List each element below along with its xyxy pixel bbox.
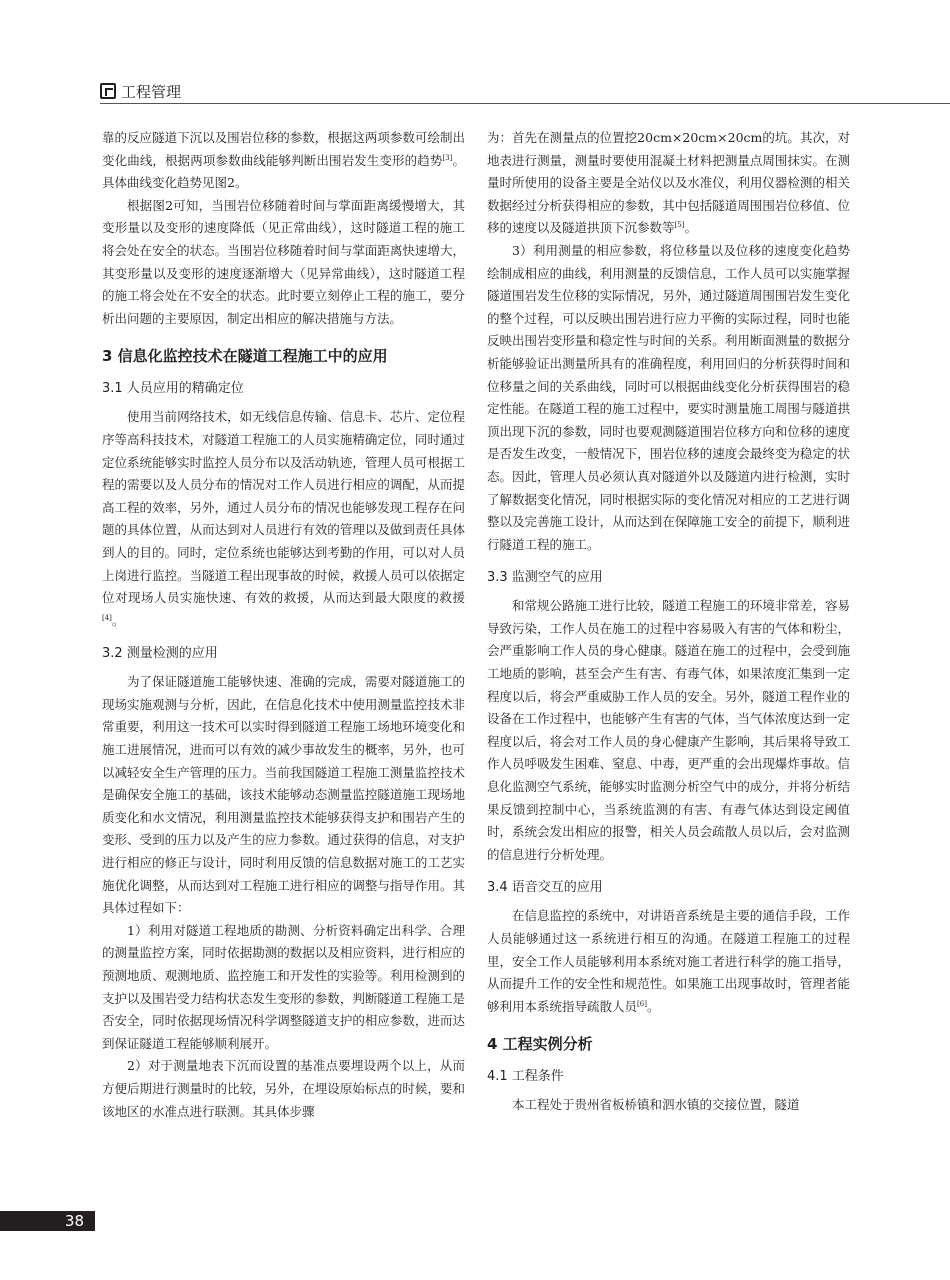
paragraph: 根据图2可知，当围岩位移随着时间与掌面距离缓慢增大，其变形量以及变形的速度降低（见正常曲线），这时隧道工程的施工将会处在安全的状态。当围岩位移随着时间与掌面距离快速增大，其变形量以及变形的速度逐渐增大（见异常曲线），这时隧道工程的施工将会处在不安全的状态。此时要立刻停止工程的施工，要分析出问题的主要原因，制定出相应的解决措施与方法。 [102, 197, 465, 326]
paragraph: 和常规公路施工进行比较，隧道工程施工的环境非常差，容易导致污染，工作人员在施工的过程中容易吸入有害的气体和粉尘，会严重影响工作人员的身心健康。隧道在施工的过程中，会受到施工地质的影响，甚至会产生有害、有毒气体，如果浓度汇集到一定程度以后，将会严重威胁工作人员的安全。另外，隧道工程作业的设备在工作过程中，也能够产生有害的气体，当气体浓度达到一定程度以后，将会对工作人员的身心健康产生影响，其后果将导致工作人员呼吸发生困难、窒息、中毒，更严重的会出现爆炸事故。信息化监测空气系统，能够实时监测分析空气中的成分，并将分析结果反馈到控制中心，当系统监测的有害、有毒气体达到设定阈值时，系统会发出相应的报警，相关人员会疏散人员以后，会对监测的信息进行分析处理。 [487, 598, 850, 862]
section-heading-3: 3 信息化监控技术在隧道工程施工中的应用 [102, 347, 388, 366]
header-rule [100, 103, 950, 104]
subsection-heading-3-1: 3.1 人员应用的精确定位 [102, 381, 244, 397]
paragraph: 使用当前网络技术，如无线信息传输、信息卡、芯片、定位程序等高科技技术，对隧道工程施工的人员实施精确定位，同时通过定位系统能够实时监控人员分布以及活动轨迹，管理人员可根据工程的需要以及人员分布的情况对工作人员进行相应的调配，从而提高工程的效率，另外，通过人员分布的情况也能够发现工程存在问题的具体位置，从而达到对人员进行有效的管理以及做到责任具体到人的目的。同时，定位系统也能够达到考勤的作用，可以对人员上岗进行监控。当隧道工程出现事故的时候，救援人员可以依据定位对现场人员实施快速、有效的救援，从而达到最大限度的救援[4]。 [102, 409, 465, 628]
citation: [6] [637, 999, 647, 1008]
paragraph: 1）利用对隧道工程地质的勘测、分析资料确定出科学、合理的测量监控方案，同时依据勘测的数据以及相应资料，进行相应的预测地质、观测地质、监控施工和开发性的实验等。利用检测到的支护以及围岩受力结构状态发生变形的参数，判断隧道工程施工是否安全，同时依据现场情况科学调整隧道支护的相应参数，进而达到保证隧道工程能够顺利展开。 [102, 922, 465, 1051]
right-column [487, 127, 850, 1117]
paragraph: 为：首先在测量点的位置挖20cm×20cm×20cm的坑。其次，对地表进行测量，测量时要使用混凝土材料把测量点周围抹实。在测量时所使用的设备主要是全站仪以及水准仪，利用仪器检测的相关数据经过分析获得相应的参数，其中包括隧道周围围岩位移值、位移的速度以及隧道拱顶下沉参数等[5]。 [487, 130, 850, 236]
left-column [102, 127, 465, 1123]
citation: [5] [674, 221, 685, 230]
paragraph: 本工程处于贵州省板桥镇和泗水镇的交接位置，隧道 [512, 1097, 800, 1113]
paragraph: 为了保证隧道施工能够快速、准确的完成，需要对隧道施工的现场实施观测与分析，因此，在信息化技术中使用测量监控技术非常重要，利用这一技术可以实时得到隧道工程施工场地环境变化和施工进展情况，进而可以有效的减少事故发生的概率，另外，也可以减轻安全生产管理的压力。当前我国隧道工程施工测量监控技术是确保安全施工的基础，该技术能够动态测量监控隧道施工现场地质变化和水文情况，利用测量监控技术能够获得支护和围岩产生的变形、受到的压力以及产生的应力参数。通过获得的信息，对支护进行相应的修正与设计，同时利用反馈的信息数据对施工的工艺实施优化调整，从而达到对工程施工进行相应的调整与指导作用。其具体过程如下： [102, 674, 465, 916]
paragraph: 靠的反应隧道下沉以及围岩位移的参数，根据这两项参数可绘制出变化曲线，根据两项参数曲线能够判断出围岩发生变形的趋势[3]。具体曲线变化趋势见图2。 [102, 130, 465, 191]
page-number: 38 [0, 1211, 95, 1231]
subsection-heading-4-1: 4.1 工程条件 [487, 1069, 564, 1085]
subsection-heading-3-2: 3.2 测量检测的应用 [102, 646, 218, 662]
paragraph: 在信息监控的系统中，对讲语音系统是主要的通信手段，工作人员能够通过这一系统进行相互的沟通。在隧道工程施工的过程里，安全工作人员能够利用本系统对施工者进行科学的施工指导，从而提升工作的安全性和规范性。如果施工出现事故时，管理者能够利用本系统指导疏散人员[6]。 [487, 908, 850, 1014]
journal-logo-icon [100, 83, 116, 99]
citation: [3] [442, 153, 453, 162]
paragraph: 2）对于测量地表下沉而设置的基准点要埋设两个以上，从而方便后期进行测量时的比较，另外，在埋设原始标点的时候，要和该地区的水准点进行联测。其具体步骤 [102, 1058, 465, 1119]
section-heading-4: 4 工程实例分析 [487, 1035, 593, 1054]
subsection-heading-3-3: 3.3 监测空气的应用 [487, 570, 603, 586]
paragraph: 3）利用测量的相应参数，将位移量以及位移的速度变化趋势绘制成相应的曲线，利用测量的反馈信息，工作人员可以实施掌握隧道围岩发生位移的实际情况，另外，通过隧道周围围岩发生变化的整个过程，可以反映出围岩进行应力平衡的实际过程，同时也能反映出围岩变形量和稳定性与时间的关系。利用断面测量的数据分析能够验证出测量所具有的准确程度，利用回归的分析获得时间和位移量之间的关系曲线，同时可以根据曲线变化分析获得围岩的稳定性能。在隧道工程的施工过程中，要实时测量施工周围与隧道拱顶出现下沉的参数，同时也要观测隧道围岩位移方向和位移的速度是否发生改变，一般情况下，围岩位移的速度会最终变为稳定的状态。因此，管理人员必须认真对隧道外以及隧道内进行检测，实时了解数据变化情况，同时根据实际的变化情况对相应的工艺进行调整以及完善施工设计，从而达到在保障施工安全的前提下，顺利进行隧道工程的施工。 [487, 242, 850, 552]
running-header [100, 80, 181, 102]
subsection-heading-3-4: 3.4 语音交互的应用 [487, 880, 603, 896]
citation: [4] [102, 613, 112, 622]
journal-name: 工程管理 [121, 82, 182, 101]
